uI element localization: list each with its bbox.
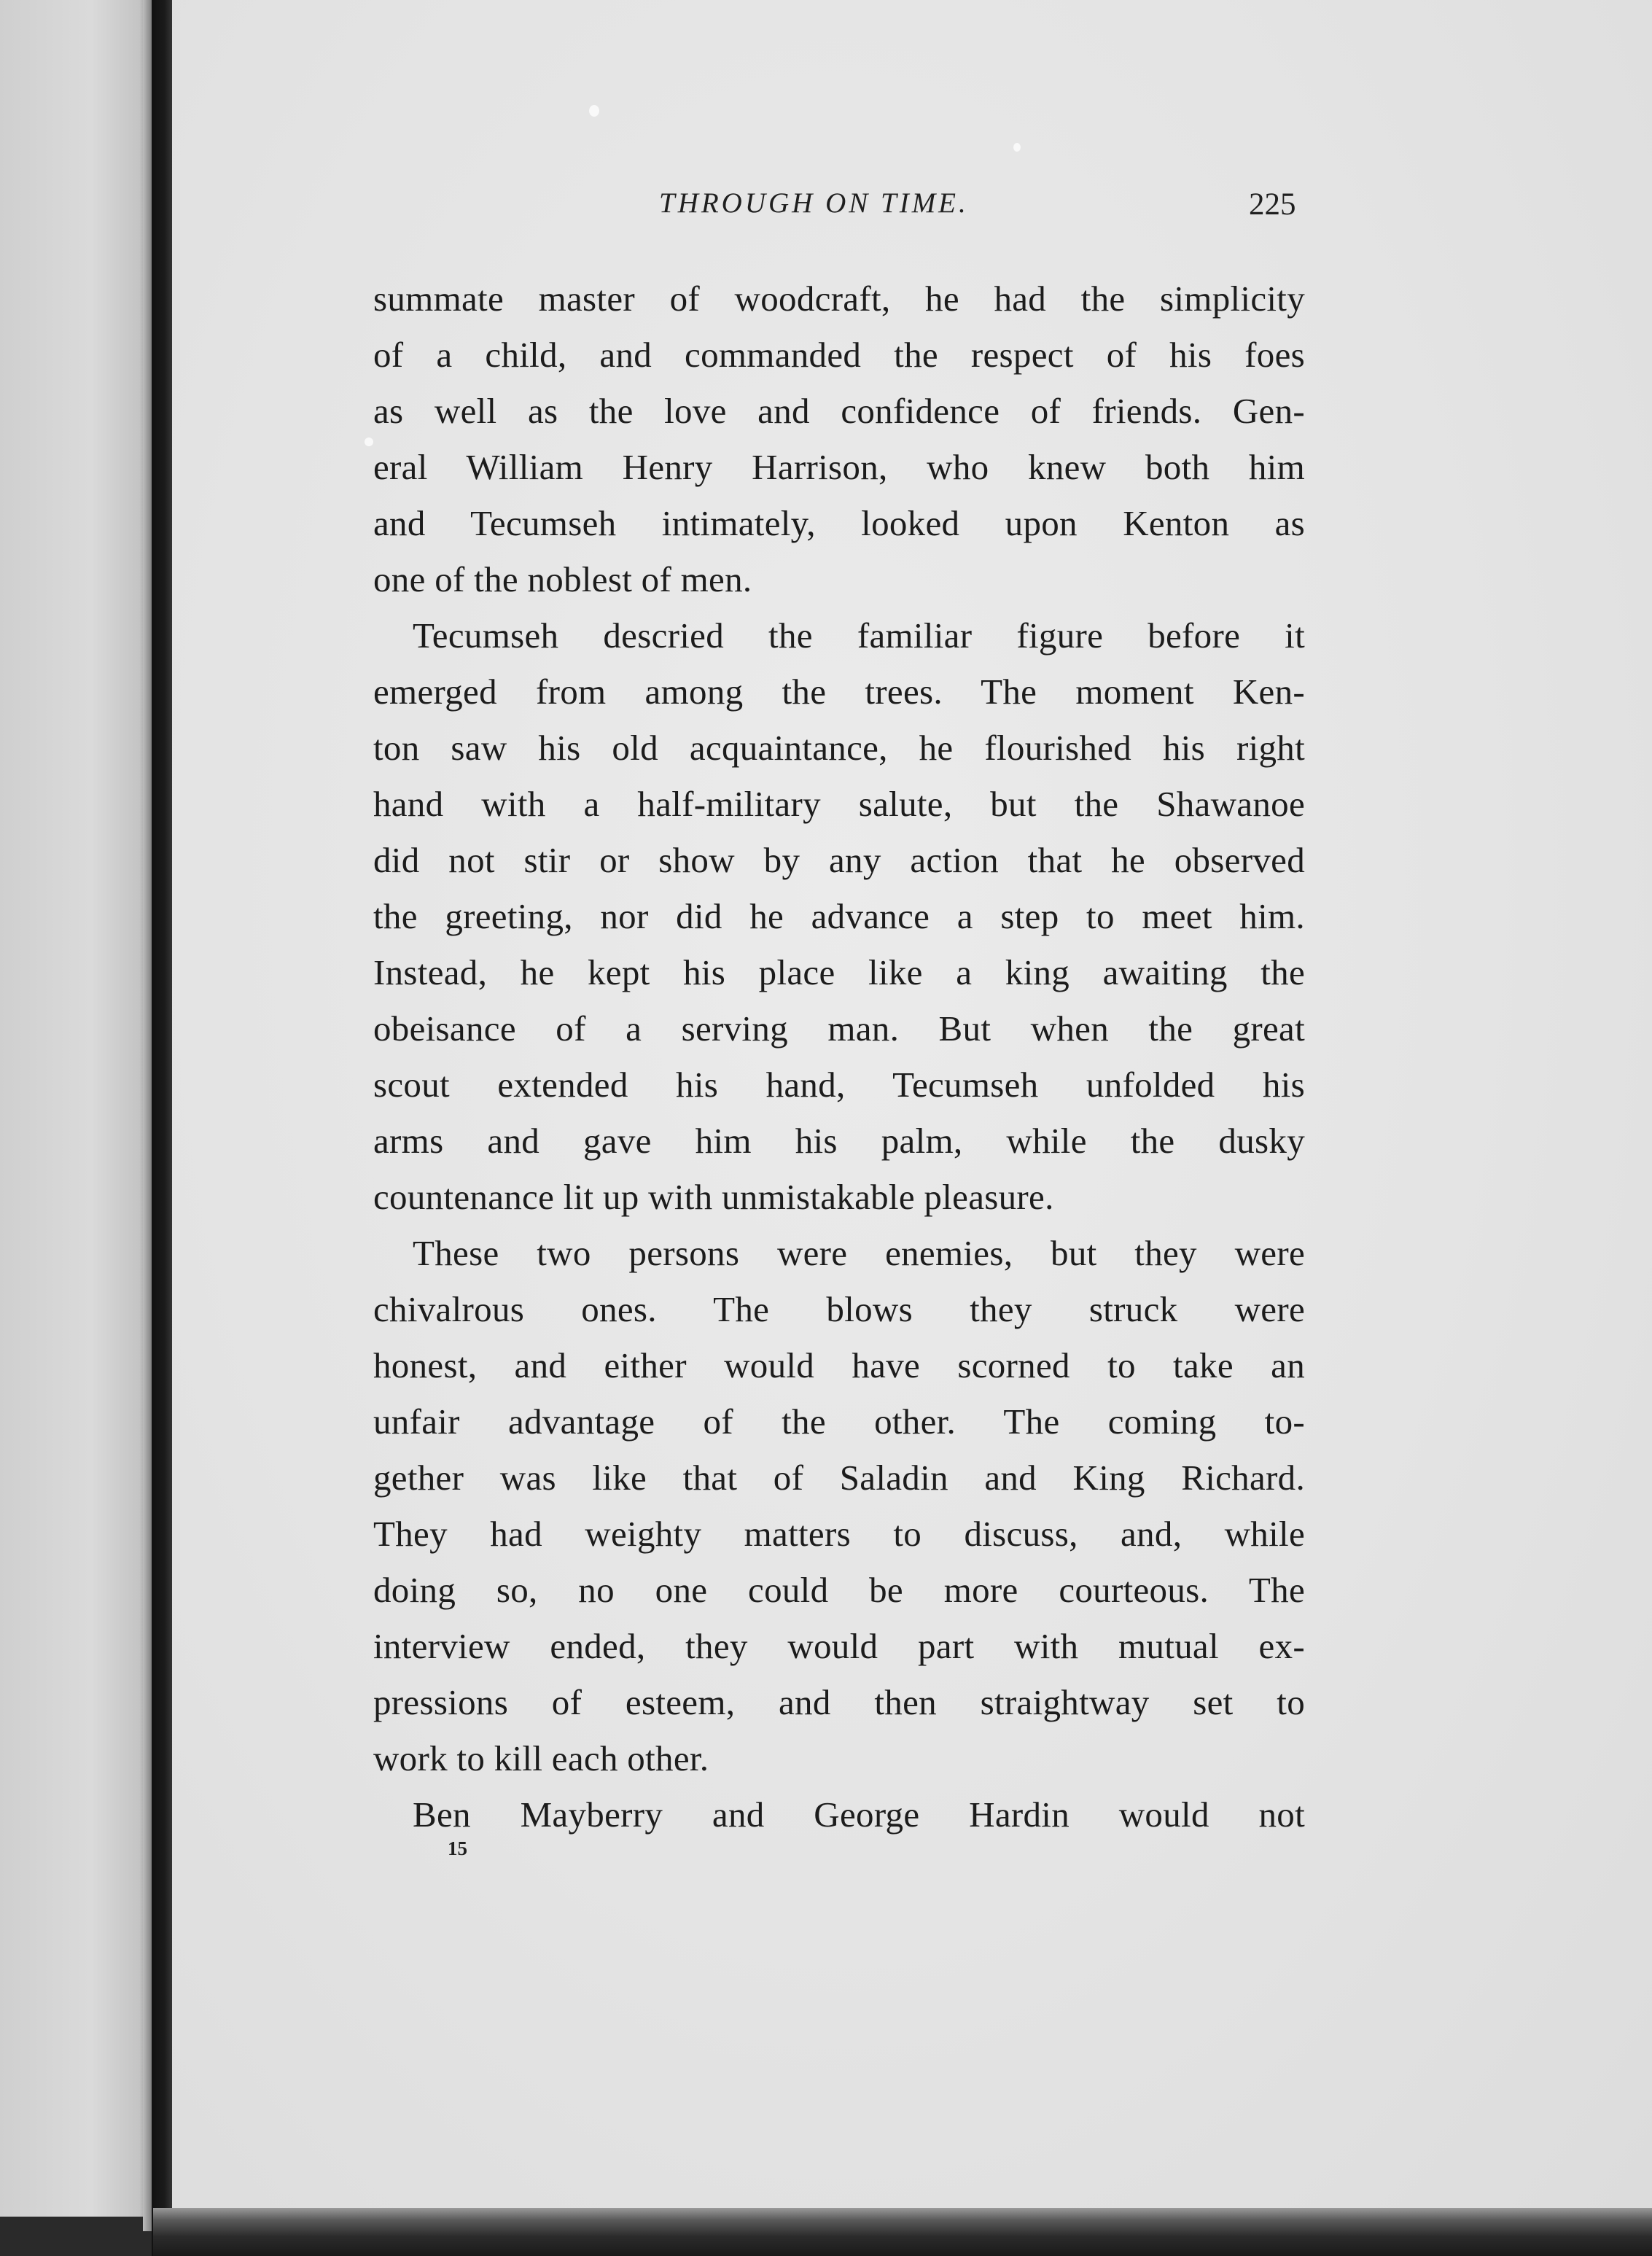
text-line: eral William Henry Harrison, who knew both him: [373, 447, 1305, 487]
text-line: They had weighty matters to discuss, and, while: [373, 1514, 1305, 1554]
text-line: pressions of esteem, and then straightway set to: [373, 1682, 1305, 1722]
signature-mark: 15: [448, 1837, 467, 1859]
text-line: summate master of woodcraft, he had the simplicity: [373, 279, 1305, 319]
text-line: and Tecumseh intimately, looked upon Kenton as: [373, 503, 1305, 543]
page-number: 225: [1249, 187, 1296, 222]
text-line: did not stir or show by any action that he observed: [373, 840, 1305, 880]
text-line: Ben Mayberry and George Hardin would not: [413, 1794, 1305, 1835]
page-bottom-edge: [153, 2208, 1652, 2256]
text-line: Instead, he kept his place like a king awaiting the: [373, 952, 1305, 992]
book-gutter: [152, 0, 174, 2256]
text-line: as well as the love and confidence of friends. Gen-: [373, 391, 1305, 431]
text-line: hand with a half-military salute, but the Shawanoe: [373, 784, 1305, 824]
text-line: doing so, no one could be more courteous. The: [373, 1570, 1305, 1610]
text-line: of a child, and commanded the respect of his foes: [373, 335, 1305, 375]
text-line: one of the noblest of men.: [373, 559, 752, 599]
text-line: the greeting, nor did he advance a step to meet him.: [373, 896, 1305, 936]
text-line: These two persons were enemies, but they were: [413, 1233, 1305, 1273]
text-line: work to kill each other.: [373, 1738, 709, 1778]
text-line: Tecumseh descried the familiar figure before it: [413, 615, 1305, 656]
text-line: honest, and either would have scorned to take an: [373, 1345, 1305, 1385]
paper-speck: [589, 105, 599, 117]
running-head: THROUGH ON TIME.: [659, 187, 969, 219]
paper-speck: [365, 437, 373, 446]
text-line: countenance lit up with unmistakable pleasure.: [373, 1177, 1054, 1217]
text-line: gether was like that of Saladin and King Richard.: [373, 1458, 1305, 1498]
text-line: arms and gave him his palm, while the dusky: [373, 1121, 1305, 1161]
text-line: chivalrous ones. The blows they struck were: [373, 1289, 1305, 1329]
text-line: interview ended, they would part with mutual ex-: [373, 1626, 1305, 1666]
text-line: ton saw his old acquaintance, he flourished his right: [373, 728, 1305, 768]
paper-speck: [1013, 143, 1021, 152]
text-line: scout extended his hand, Tecumseh unfolded his: [373, 1065, 1305, 1105]
text-line: obeisance of a serving man. But when the great: [373, 1008, 1305, 1049]
text-line: unfair advantage of the other. The coming to-: [373, 1401, 1305, 1442]
facing-page: [0, 0, 152, 2217]
text-line: emerged from among the trees. The moment Ken-: [373, 672, 1305, 712]
